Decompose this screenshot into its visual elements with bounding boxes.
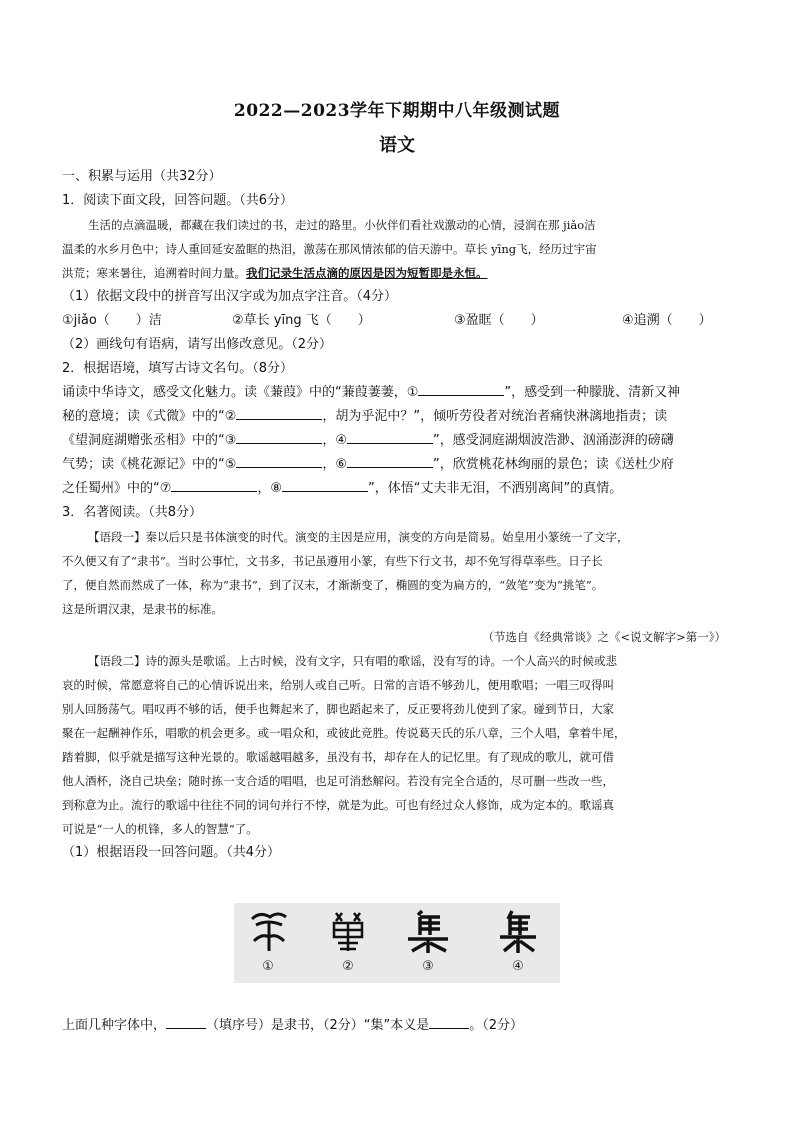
q3-para2-line: 别人回肠荡气。唱叹再不够的话，便手也舞起来了，脚也蹈起来了，反正要将劲儿使到了家。碰到节日，大家: [62, 702, 614, 716]
q3-para1-line: 这是所谓汉隶，是隶书的标准。: [62, 602, 223, 616]
q3-para2-line: 聚在一起酬神作乐，唱歌的机会更多。或一唱众和，或彼此竞胜。传说葛天氏的乐八章，三个人唱，拿着牛尾，: [62, 726, 626, 740]
q3-sub1: （1）根据语段一回答问题。（共4分）: [62, 845, 281, 860]
answer-blank-1[interactable]: [166, 1014, 206, 1029]
exam-subject: 语文: [379, 135, 415, 156]
exam-title: 2022—2023学年下期期中八年级测试题: [233, 101, 561, 121]
q2-text: ”，感受洞庭湖烟波浩渺、汹涌澎湃的磅礴: [433, 433, 674, 448]
blank-7[interactable]: [171, 477, 257, 492]
q3-text: 。（2分）: [469, 1018, 524, 1033]
q2-line: [62, 405, 732, 429]
q2-text: ”，体悟“丈夫非无泪，不洒别离间”的真情。: [368, 481, 623, 496]
option-1: ①jiǎo（ ）洁: [62, 313, 162, 328]
q2-text: 气势；读《桃花源记》中的“⑤: [62, 457, 237, 472]
seal-script-glyph-icon: [240, 907, 296, 955]
blank-4[interactable]: [347, 429, 433, 444]
blank-6[interactable]: [347, 453, 433, 468]
q2-line: [62, 381, 732, 405]
q3-para2-line: 可说是“一人的机锋，多人的智慧”了。: [62, 822, 258, 836]
regular-script-glyph-icon: [490, 907, 546, 955]
clerical-script-glyph-icon: [400, 907, 456, 955]
question-2-prompt: 2．根据语境，填写古诗文名句。（8分）: [62, 361, 294, 376]
blank-2[interactable]: [236, 405, 322, 420]
q3-sub1-question: [62, 1014, 523, 1038]
q3-para1-line: 了，便自然而然成了一体，称为“隶书”，到了汉末，才渐渐变了，椭圆的变为扁方的，“敛笔”变为“挑笔”。: [62, 578, 604, 592]
q2-text: 秘的意境；读《式微》中的“②: [62, 409, 237, 424]
q2-text: ”，欣赏桃花林绚丽的景色；读《送杜少府: [433, 457, 674, 472]
q2-line: [62, 477, 732, 501]
glyph-number-1: ①: [262, 959, 274, 974]
q2-text: 之任蜀州》中的“⑦: [62, 481, 172, 496]
script-styles-figure: [234, 903, 560, 983]
q3-para2-line: 他人酒杯，浇自己块垒；随时拣一支合适的唱唱，也足可消愁解闷。若没有完全合适的，尽可删一些改一些，: [62, 774, 614, 788]
answer-blank-2[interactable]: [429, 1014, 469, 1029]
q2-text: 《望洞庭湖赠张丞相》中的“③: [62, 433, 237, 448]
blank-1[interactable]: [418, 381, 504, 396]
q2-text: ，④: [322, 433, 348, 448]
q1-sub2: （2）画线句有语病，请写出修改意见。（2分）: [62, 337, 333, 352]
underlined-sentence: 我们记录生活点滴的原因是因为短暂即是永恒。: [246, 266, 488, 280]
q3-text: 上面几种字体中，: [62, 1018, 167, 1033]
option-4: ④追溯（ ）: [622, 313, 712, 328]
q3-para2-line: 【语段二】诗的源头是歌谣。上古时候，没有文字，只有唱的歌谣，没有写的诗。一个人高兴的时候或悲: [88, 654, 617, 668]
q3-para1-line: 不久便又有了“隶书”。当时公事忙，文书多，书记虽遵用小篆，有些下行文书，却不免写得草率些。日子长: [62, 554, 603, 568]
question-1-prompt: 1．阅读下面文段，回答问题。（共6分）: [62, 193, 294, 208]
q2-text: ”，感受到一种朦胧、清新又神: [504, 385, 681, 400]
q1-passage-line: [62, 261, 732, 285]
blank-3[interactable]: [236, 429, 322, 444]
q3-text: （填序号）是隶书，（2分）“集”本义是: [206, 1018, 430, 1033]
large-seal-glyph-icon: [320, 907, 376, 955]
blank-5[interactable]: [236, 453, 322, 468]
q3-para2-line: 哀的时候，常愿意将自己的心情诉说出来，给别人或自己听。日常的言语不够劲儿，便用歌唱；一唱三叹得叫: [62, 678, 614, 692]
q1-passage-line: 温柔的水乡月色中；诗人重回延安盈眶的热泪，激荡在那风情浓郁的信天游中。草长 yīng飞，经历过宇宙: [62, 242, 597, 256]
section-heading: 一、积累与运用（共32分）: [62, 169, 222, 184]
glyph-number-2: ②: [342, 959, 354, 974]
q1-options: [62, 309, 732, 333]
q2-line: [62, 429, 732, 453]
option-2: ②草长 yīng 飞（ ）: [232, 313, 371, 328]
q1-sub1: （1）依据文段中的拼音写出汉字或为加点字注音。（4分）: [62, 289, 398, 304]
option-3: ③盈眶（ ）: [454, 313, 544, 328]
q2-text: ，⑥: [322, 457, 348, 472]
q3-para1-source: （节选自《经典常谈》之《<说文解字>第一》）: [482, 630, 726, 644]
q3-para2-line: 踏着脚，似乎就是描写这种光景的。歌谣越唱越多，虽没有书，却存在人的记忆里。有了现成的歌儿，就可借: [62, 750, 614, 764]
glyph-number-3: ③: [422, 959, 434, 974]
glyph-number-4: ④: [512, 959, 524, 974]
q1-passage-line: 生活的点滴温暖，都藏在我们读过的书，走过的路里。小伙伴们看社戏激动的心情，浸润在那 jiǎo洁: [88, 218, 596, 232]
q2-line: [62, 453, 732, 477]
q1-passage-text: 洪荒；寒来暑往，追溯着时间力量。: [62, 266, 246, 280]
question-3-prompt: 3．名著阅读。（共8分）: [62, 505, 203, 520]
q3-para2-line: 到称意为止。流行的歌谣中往往不同的词句并行不悖，就是为此。可也有经过众人修饰，成为定本的。歌谣真: [62, 798, 614, 812]
q2-text: ，⑧: [257, 481, 283, 496]
q2-text: ，胡为乎泥中？”，倾听劳役者对统治者痛快淋漓地指责；读: [322, 409, 668, 424]
q3-para1-line: 【语段一】秦以后只是书体演变的时代。演变的主因是应用，演变的方向是简易。始皇用小篆统一了文字，: [88, 530, 629, 544]
q2-text: 诵读中华诗文，感受文化魅力。读《蒹葭》中的“蒹葭萋萋，①: [62, 385, 419, 400]
blank-8[interactable]: [282, 477, 368, 492]
